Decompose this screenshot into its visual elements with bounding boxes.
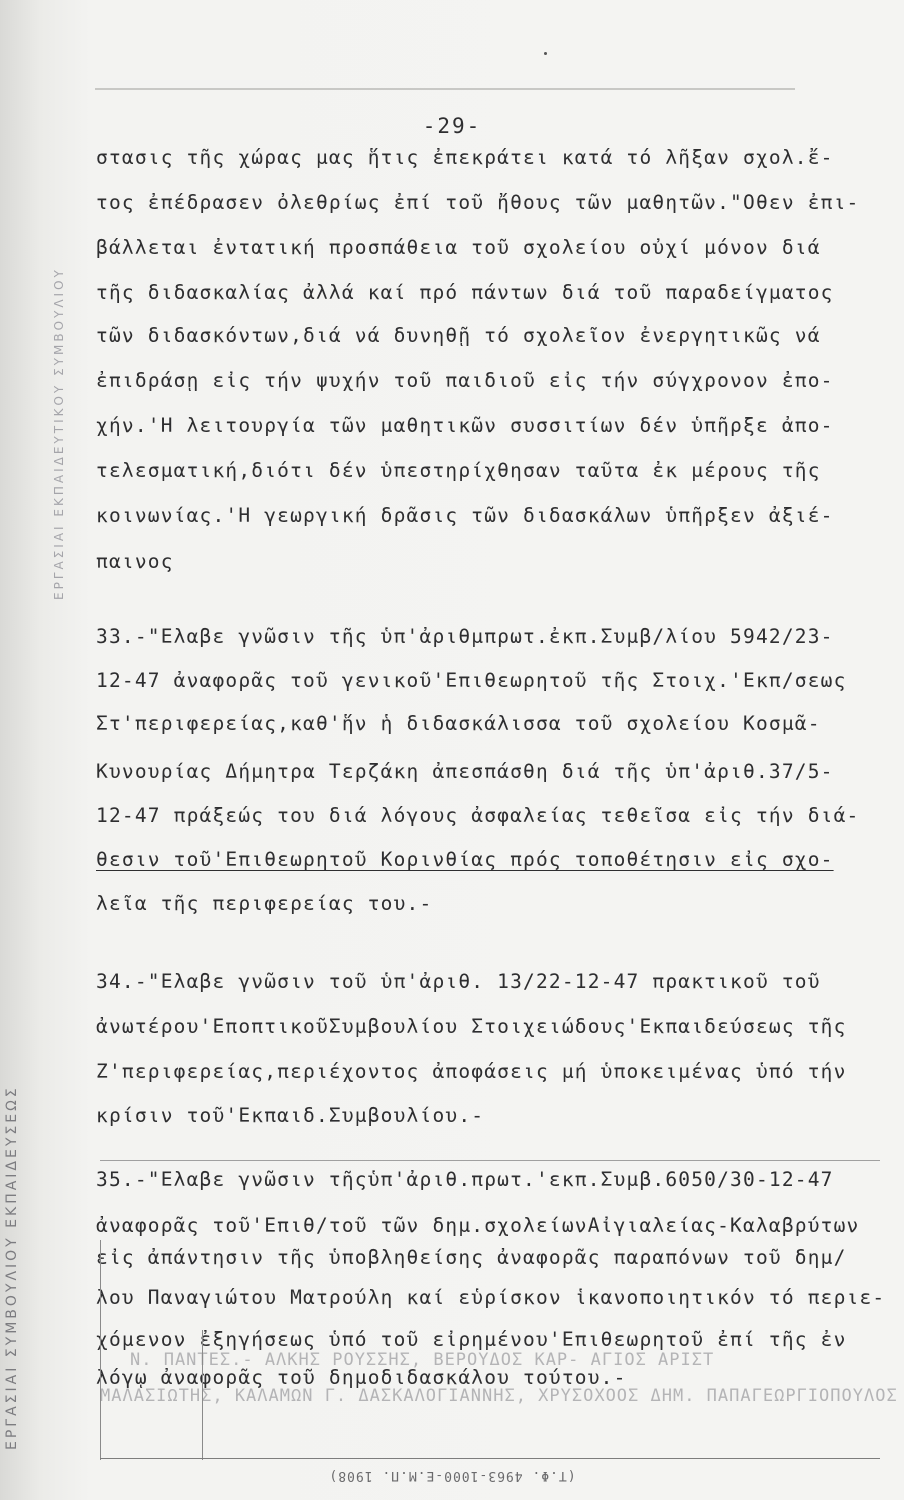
- paragraph1-line-9: κοινωνίας.'Η γεωργική δρᾶσις τῶν διδασκάλων ὑπῆρξεν ἀξιέ-: [96, 504, 834, 527]
- item35-line-3: εἰς ἀπάντησιν τῆς ὑποβληθείσης ἀναφορᾶς παραπόνων τοῦ δημ/: [96, 1246, 847, 1269]
- item35-line-2: ἀναφορᾶς τοῦ'Επιθ/τοῦ τῶν δημ.σχολείωνΑἰγιαλείας-Καλαβρύτων: [96, 1214, 860, 1237]
- item34-line-3: Ζ'περιφερείας,περιέχοντος ἀποφάσεις μή ὑποκειμένας ὑπό τήν: [96, 1060, 847, 1083]
- top-rule: [95, 88, 795, 90]
- item33-line-5: 12-47 πράξεώς του διά λόγους ἀσφαλείας τεθεῖσα εἰς τήν διά-: [96, 804, 860, 827]
- item34-line-4: κρίσιν τοῦ'Εκπαιδ.Συμβουλίου.-: [96, 1104, 485, 1127]
- form-rule-vertical: [100, 1240, 101, 1460]
- item35-line-1: 35.-"Ελαβε γνῶσιν τῆςὑπ'ἀριθ.πρωτ.'εκπ.Συμβ.6050/30-12-47: [96, 1168, 834, 1191]
- item33-line-4: Κυνουρίας Δήμητρα Τερζάκη ἀπεσπάσθη διά τῆς ὑπ'ἀριθ.37/5-: [96, 760, 834, 783]
- item33-line-1: 33.-"Ελαβε γνῶσιν τῆς ὑπ'ἀριθμπρωτ.ἐκπ.Συμβ/λίου 5942/23-: [96, 625, 834, 648]
- margin-text-left: ΕΡΓΑΣΙΑΙ ΣΥΜΒΟΥΛΙΟΥ ΕΚΠΑΙΔΕΥΣΕΩΣ: [4, 1085, 20, 1450]
- paragraph1-line-4: τῆς διδασκαλίας ἀλλά καί πρό πάντων διά τοῦ παραδείγματος: [96, 281, 834, 304]
- paragraph1-line-6: ἐπιδράσῃ εἰς τήν ψυχήν τοῦ παιδιοῦ εἰς τήν σύγχρονον ἐπο-: [96, 369, 834, 392]
- item34-line-2: ἀνωτέρου'ΕποπτικοῦΣυμβουλίου Στοιχειώδους'Εκπαιδεύσεως τῆς: [96, 1015, 847, 1038]
- paragraph1-line-8: τελεσματική,διότι δέν ὑπεστηρίχθησαν ταῦτα ἐκ μέρους τῆς: [96, 459, 821, 482]
- item35-line-4: λου Παναγιώτου Ματρούλη καί εὑρίσκον ἱκανοποιητικόν τό περιε-: [96, 1286, 886, 1309]
- paragraph1-line-10: παινος: [96, 550, 174, 573]
- footer-print-code: (Τ.Φ. 4963-1000-Ε.Μ.Π. 1908): [328, 1468, 576, 1483]
- item34-line-1: 34.-"Ελαβε γνῶσιν τοῦ ὑπ'ἀριθ. 13/22-12-47 πρακτικοῦ τοῦ: [96, 970, 821, 993]
- paragraph1-line-2: τος ἐπέδρασεν ὀλεθρίως ἐπί τοῦ ἤθους τῶν μαθητῶν."Οθεν ἐπι-: [96, 191, 860, 214]
- item33-line-6: θεσιν τοῦ'Επιθεωρητοῦ Κορινθίας πρός τοποθέτησιν εἰς σχο-: [96, 848, 834, 871]
- paragraph1-line-3: βάλλεται ἐντατική προσπάθεια τοῦ σχολείου οὐχί μόνον διά: [96, 236, 821, 259]
- page-number: -29-: [422, 114, 482, 138]
- ghost-line-1: Ν. ΠΑΝΤΕΣ.- ΑΛΚΗΣ ΡΟΥΣΣΗΣ, ΒΕΡΟΥΔΟΣ ΚΑΡ- ΑΓΙΟΣ ΑΡΙΣΤ: [130, 1350, 715, 1370]
- ghost-line-2: ΜΑΛΑΣΙΩΤΗΣ, ΚΑΛΑΜΩΝ Γ. ΔΑΣΚΑΛΟΓΙΑΝΝΗΣ, ΧΡΥΣΟΧΟΟΣ ΔΗΜ. ΠΑΠΑΓΕΩΡΓΙΟΠΟΥΛΟΣ: [100, 1386, 898, 1406]
- form-rule-vertical: [202, 1330, 203, 1460]
- item35-line-6: λόγῳ ἀναφορᾶς τοῦ δημοδιδασκάλου τούτου.-: [96, 1366, 627, 1389]
- speck: [544, 52, 547, 55]
- item33-line-7: λεῖα τῆς περιφερείας του.-: [96, 892, 433, 915]
- paragraph1-line-7: χήν.'Η λειτουργία τῶν μαθητικῶν συσσιτίων δέν ὑπῆρξε ἀπο-: [96, 414, 834, 437]
- item33-line-2: 12-47 ἀναφορᾶς τοῦ γενικοῦ'Επιθεωρητοῦ τῆς Στοιχ.'Εκπ/σεως: [96, 669, 847, 692]
- item33-line-3: Στ'περιφερείας,καθ'ἥν ἡ διδασκάλισσα τοῦ σχολείου Κοσμᾶ-: [96, 712, 821, 735]
- item35-line-5: χόμενον ἐξηγήσεως ὑπό τοῦ εἰρημένου'Επιθεωρητοῦ ἐπί τῆς ἐν: [96, 1328, 847, 1351]
- form-rule-horizontal: [100, 1458, 880, 1459]
- paragraph1-line-5: τῶν διδασκόντων,διά νά δυνηθῇ τό σχολεῖον ἐνεργητικῶς νά: [96, 324, 821, 347]
- margin-text-inner: ΕΡΓΑΣΙΑΙ ΕΚΠΑΙΔΕΥΤΙΚΟΥ ΣΥΜΒΟΥΛΙΟΥ: [52, 267, 66, 600]
- form-rule-horizontal: [100, 1160, 880, 1161]
- paragraph1-line-1: στασις τῆς χώρας μας ἥτις ἐπεκράτει κατά τό λῆξαν σχολ.ἔ-: [96, 146, 834, 169]
